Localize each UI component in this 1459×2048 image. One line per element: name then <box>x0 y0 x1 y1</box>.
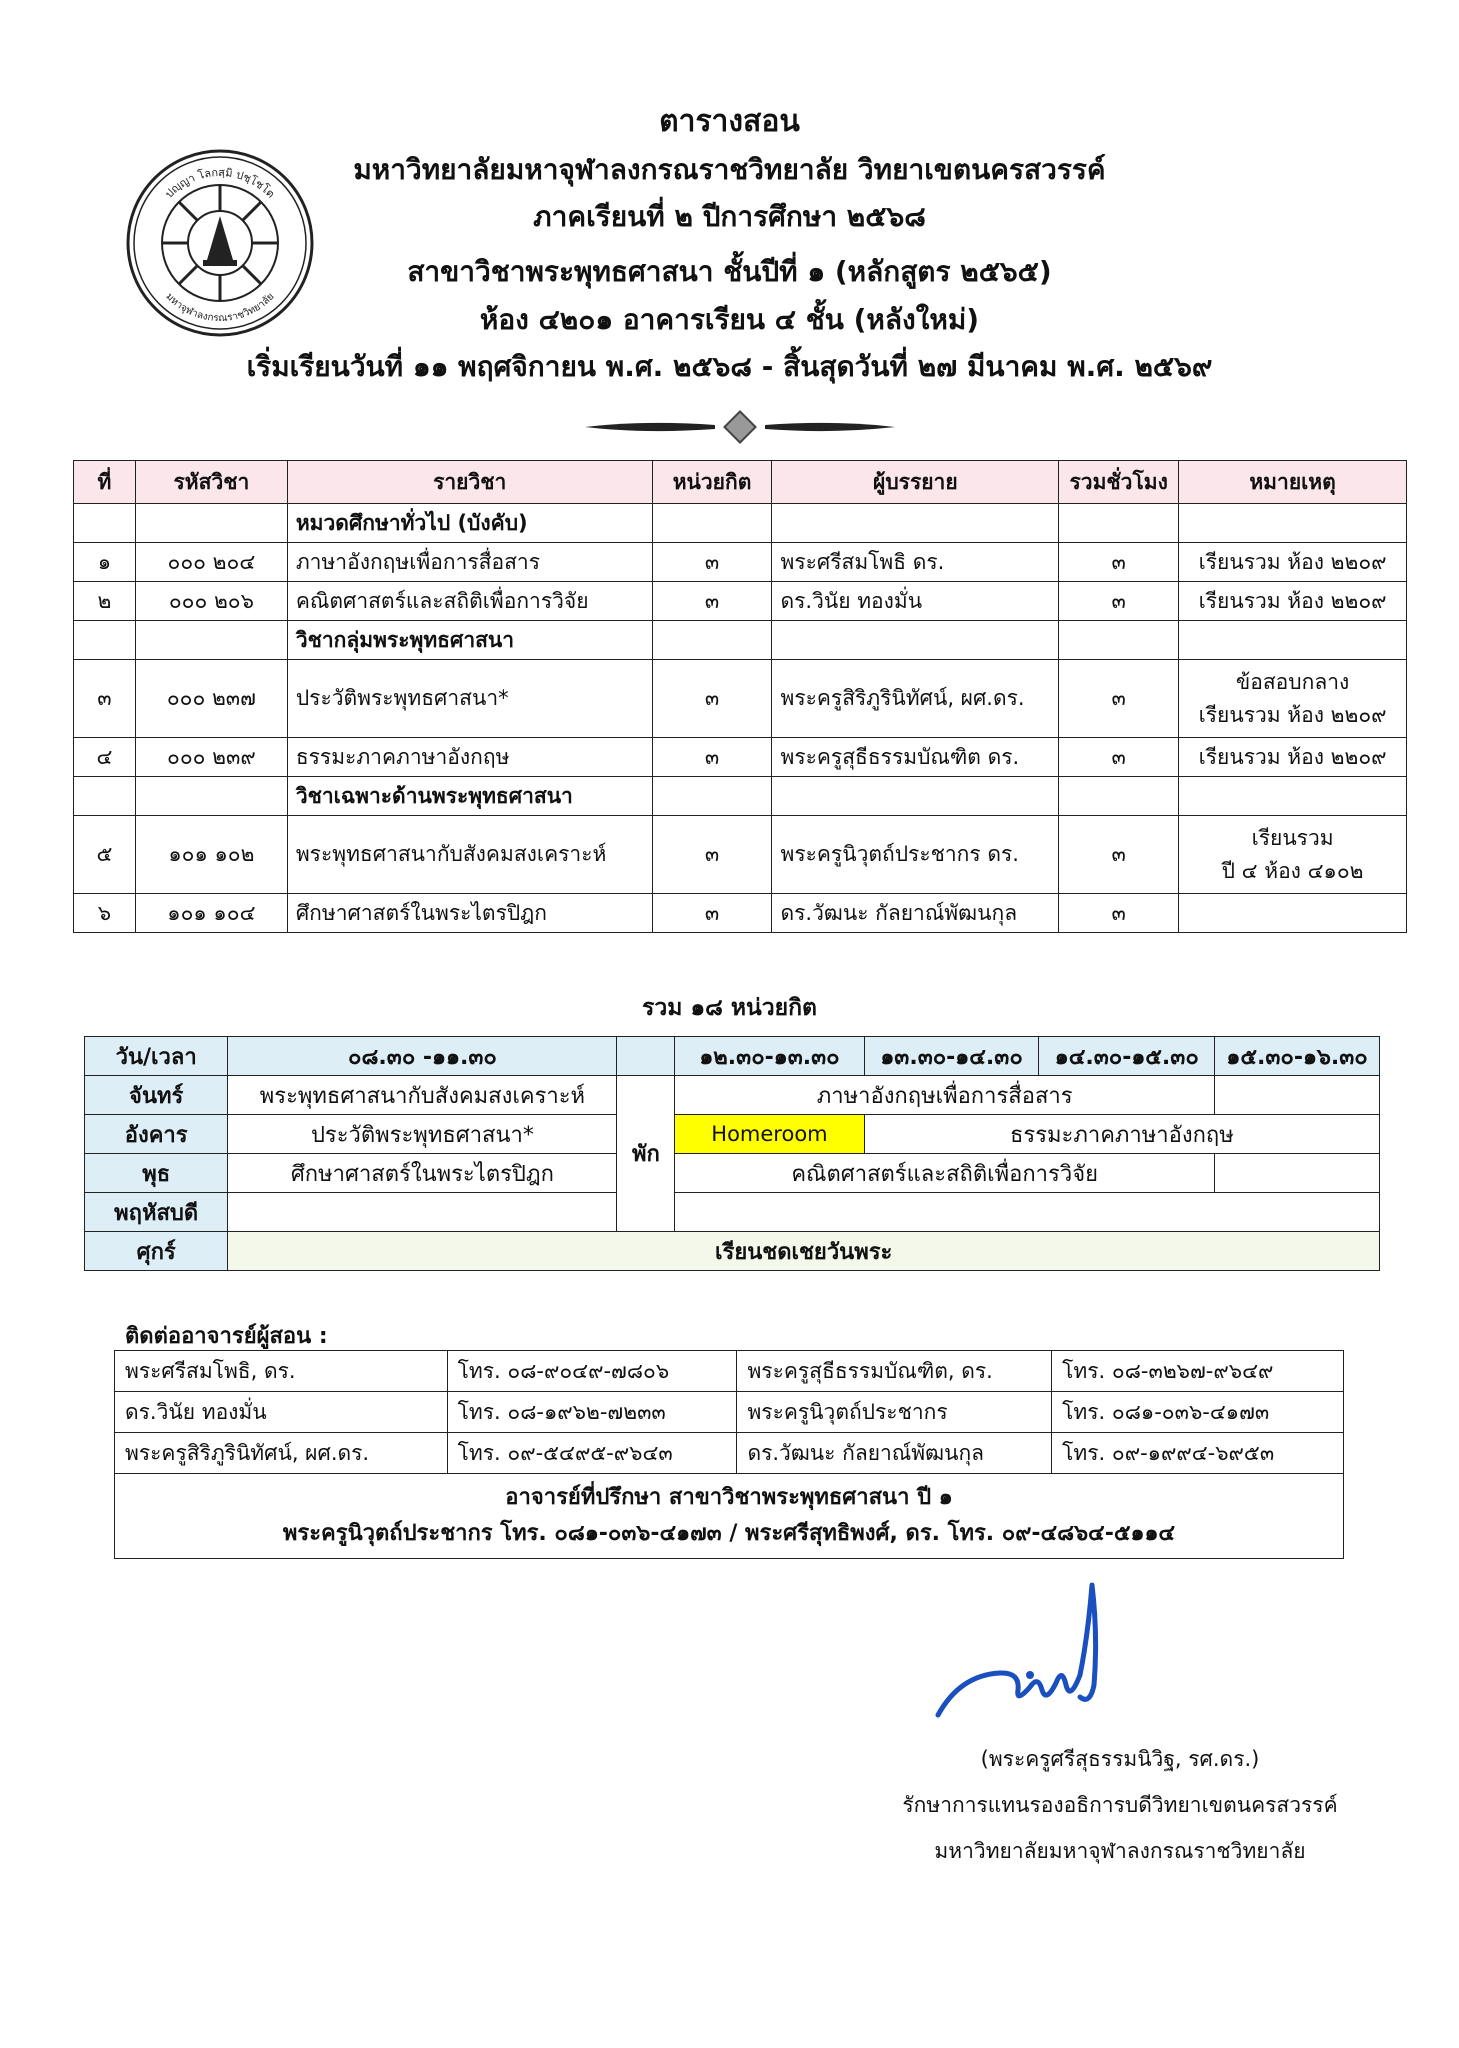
lecturer: ดร.วินัย ทองมั่น <box>772 582 1059 621</box>
note <box>1179 660 1407 738</box>
room: ห้อง ๔๒๐๑ อาคารเรียน ๔ ชั้น (หลังใหม่) <box>479 303 980 336</box>
contact-name: พระครูสิริภูรินิทัศน์, ผศ.ดร. <box>115 1433 448 1474</box>
homeroom-badge: Homeroom <box>675 1115 864 1154</box>
signature-mark <box>930 1575 1150 1725</box>
group-label: หมวดศึกษาทั่วไป (บังคับ) <box>287 504 652 543</box>
university-name: มหาวิทยาลัยมหาจุฬาลงกรณราชวิทยาลัย วิทยาเขตนครสวรรค์ <box>353 153 1106 186</box>
lecturer: พระครูสิริภูรินิทัศน์, ผศ.ดร. <box>772 660 1059 738</box>
empty-cell <box>675 1193 1380 1232</box>
col-header: หน่วยกิต <box>652 461 772 504</box>
col-header: หมายเหตุ <box>1179 461 1407 504</box>
course-name: ประวัติพระพุทธศาสนา* <box>287 660 652 738</box>
schedule-row-monday <box>85 1076 1380 1115</box>
hours: ๓ <box>1059 816 1179 894</box>
semester: ภาคเรียนที่ ๒ ปีการศึกษา ๒๕๖๘ <box>533 200 926 233</box>
col-header: รายวิชา <box>287 461 652 504</box>
course-name: ธรรมะภาคภาษาอังกฤษ <box>287 738 652 777</box>
hours: ๓ <box>1059 660 1179 738</box>
contact-phone: โทร. ๐๘-๑๙๖๒-๗๒๓๓ <box>447 1392 737 1433</box>
time-slot: ๑๒.๓๐-๑๓.๓๐ <box>675 1037 864 1076</box>
group-row <box>74 504 1407 543</box>
note-line: ข้อสอบกลาง <box>1235 669 1350 694</box>
divider-ornament-icon <box>585 410 895 444</box>
credit: ๓ <box>652 816 772 894</box>
col-header: ผู้บรรยาย <box>772 461 1059 504</box>
advisor-cell <box>115 1474 1344 1559</box>
day-label: พุธ <box>85 1154 228 1193</box>
contact-row <box>115 1351 1344 1392</box>
credit: ๓ <box>652 543 772 582</box>
note-line: เรียนรวม ห้อง ๒๒๐๙ <box>1198 702 1387 727</box>
group-label: วิชาเฉพาะด้านพระพุทธศาสนา <box>287 777 652 816</box>
course-header-row <box>74 461 1407 504</box>
class-cell: พระพุทธศาสนากับสังคมสงเคราะห์ <box>228 1076 617 1115</box>
time-slot: ๑๕.๓๐-๑๖.๓๐ <box>1215 1037 1380 1076</box>
day-label: อังคาร <box>85 1115 228 1154</box>
credit: ๓ <box>652 894 772 933</box>
schedule-row-tuesday <box>85 1115 1380 1154</box>
note-line: เรียนรวม <box>1251 825 1334 850</box>
signatory-org: มหาวิทยาลัยมหาจุฬาลงกรณราชวิทยาลัย <box>934 1839 1306 1863</box>
lecturer: พระครูสุธีธรรมบัณฑิต ดร. <box>772 738 1059 777</box>
contact-name: พระศรีสมโพธิ, ดร. <box>115 1351 448 1392</box>
table-row <box>74 543 1407 582</box>
contact-name: พระครูสุธีธรรมบัณฑิต, ดร. <box>737 1351 1052 1392</box>
table-row <box>74 894 1407 933</box>
class-cell: ภาษาอังกฤษเพื่อการสื่อสาร <box>675 1076 1215 1115</box>
weekly-schedule <box>84 1036 1380 1271</box>
class-cell: คณิตศาสตร์และสถิติเพื่อการวิจัย <box>675 1154 1215 1193</box>
row-no: ๕ <box>74 816 136 894</box>
lecturer: พระศรีสมโพธิ ดร. <box>772 543 1059 582</box>
doc-title: ตารางสอน <box>659 104 800 139</box>
contact-phone: โทร. ๐๘-๙๐๔๙-๗๘๐๖ <box>447 1351 737 1392</box>
seal-name: มหาจุฬาลงกรณราชวิทยาลัย <box>163 291 277 325</box>
signatory-name: (พระครูศรีสุธรรมนิวิฐ, รศ.ดร.) <box>980 1747 1260 1771</box>
day-label: จันทร์ <box>85 1076 228 1115</box>
course-code: ๐๐๐ ๒๐๖ <box>135 582 287 621</box>
break-header <box>617 1037 675 1076</box>
contact-phone: โทร. ๐๙-๑๙๙๔-๖๙๕๓ <box>1052 1433 1344 1474</box>
row-no: ๓ <box>74 660 136 738</box>
note-line: ปี ๔ ห้อง ๔๑๐๒ <box>1221 858 1364 883</box>
hours: ๓ <box>1059 894 1179 933</box>
table-row <box>74 582 1407 621</box>
row-no: ๖ <box>74 894 136 933</box>
course-code: ๐๐๐ ๒๓๙ <box>135 738 287 777</box>
empty-cell <box>1215 1154 1380 1193</box>
note <box>1179 894 1407 933</box>
credit: ๓ <box>652 738 772 777</box>
advisor-contacts: พระครูนิวุตถ์ประชากร โทร. ๐๘๑-๐๓๖-๔๑๗๓ / พระศรีสุทธิพงศ์, ดร. โทร. ๐๙-๔๘๖๔-๕๑๑๔ <box>282 1521 1176 1546</box>
contacts-title: ติดต่ออาจารย์ผู้สอน : <box>125 1324 328 1349</box>
hours: ๓ <box>1059 738 1179 777</box>
table-row <box>74 816 1407 894</box>
lecturer: ดร.วัฒนะ กัลยาณ์พัฒนกุล <box>772 894 1059 933</box>
table-row <box>74 738 1407 777</box>
time-slot: ๑๓.๓๐-๑๔.๓๐ <box>864 1037 1039 1076</box>
contact-row <box>115 1433 1344 1474</box>
day-label: ศุกร์ <box>85 1232 228 1271</box>
course-name: คณิตศาสตร์และสถิติเพื่อการวิจัย <box>287 582 652 621</box>
course-code: ๑๐๑ ๑๐๔ <box>135 894 287 933</box>
contact-phone: โทร. ๐๘-๓๒๖๗-๙๖๔๙ <box>1052 1351 1344 1392</box>
contact-row <box>115 1392 1344 1433</box>
contact-phone: โทร. ๐๙-๕๔๙๕-๙๖๔๓ <box>447 1433 737 1474</box>
course-name: พระพุทธศาสนากับสังคมสงเคราะห์ <box>287 816 652 894</box>
group-row <box>74 777 1407 816</box>
hours: ๓ <box>1059 543 1179 582</box>
col-header: รหัสวิชา <box>135 461 287 504</box>
course-table <box>73 460 1407 933</box>
time-slot: ๑๔.๓๐-๑๕.๓๐ <box>1039 1037 1215 1076</box>
signatory-position: รักษาการแทนรองอธิการบดีวิทยาเขตนครสวรรค์ <box>902 1793 1338 1817</box>
advisor-title: อาจารย์ที่ปรึกษา สาขาวิชาพระพุทธศาสนา ปี ๑ <box>505 1485 953 1510</box>
schedule-row-wednesday <box>85 1154 1380 1193</box>
hours: ๓ <box>1059 582 1179 621</box>
class-cell: เรียนชดเชยวันพระ <box>228 1232 1380 1271</box>
course-code: ๐๐๐ ๒๐๔ <box>135 543 287 582</box>
empty-cell <box>1215 1076 1380 1115</box>
empty-cell <box>228 1193 617 1232</box>
row-no: ๒ <box>74 582 136 621</box>
seal-motto: ปญฺญา โลกสฺมิ ปชฺโชโต <box>162 165 278 201</box>
course-name: ภาษาอังกฤษเพื่อการสื่อสาร <box>287 543 652 582</box>
schedule-row-thursday <box>85 1193 1380 1232</box>
group-row <box>74 621 1407 660</box>
course-name: ศึกษาศาสตร์ในพระไตรปิฎก <box>287 894 652 933</box>
note <box>1179 816 1407 894</box>
row-no: ๑ <box>74 543 136 582</box>
contacts-table <box>114 1350 1344 1559</box>
schedule-header-row <box>85 1037 1380 1076</box>
lecturer: พระครูนิวุตถ์ประชากร ดร. <box>772 816 1059 894</box>
class-cell: ศึกษาศาสตร์ในพระไตรปิฎก <box>228 1154 617 1193</box>
advisor-row <box>115 1474 1344 1559</box>
contact-phone: โทร. ๐๘๑-๐๓๖-๔๑๗๓ <box>1052 1392 1344 1433</box>
note: เรียนรวม ห้อง ๒๒๐๙ <box>1179 738 1407 777</box>
course-code: ๐๐๐ ๒๓๗ <box>135 660 287 738</box>
study-dates: เริ่มเรียนวันที่ ๑๑ พฤศจิกายน พ.ศ. ๒๕๖๘ - สิ้นสุดวันที่ ๒๗ มีนาคม พ.ศ. ๒๕๖๙ <box>246 350 1213 383</box>
credit: ๓ <box>652 660 772 738</box>
class-cell: ประวัติพระพุทธศาสนา* <box>228 1115 617 1154</box>
corner-label: วัน/เวลา <box>85 1037 228 1076</box>
table-row <box>74 660 1407 738</box>
time-slot: ๐๘.๓๐ -๑๑.๓๐ <box>228 1037 617 1076</box>
university-seal-icon <box>125 148 315 338</box>
program: สาขาวิชาพระพุทธศาสนา ชั้นปีที่ ๑ (หลักสูตร ๒๕๖๕) <box>407 255 1052 288</box>
group-label: วิชากลุ่มพระพุทธศาสนา <box>287 621 652 660</box>
note: เรียนรวม ห้อง ๒๒๐๙ <box>1179 543 1407 582</box>
total-credits: รวม ๑๘ หน่วยกิต <box>642 995 817 1021</box>
course-code: ๑๐๑ ๑๐๒ <box>135 816 287 894</box>
credit: ๓ <box>652 582 772 621</box>
contact-name: พระครูนิวุตถ์ประชากร <box>737 1392 1052 1433</box>
row-no: ๔ <box>74 738 136 777</box>
schedule-row-friday <box>85 1232 1380 1271</box>
contact-name: ดร.วินัย ทองมั่น <box>115 1392 448 1433</box>
col-header: รวมชั่วโมง <box>1059 461 1179 504</box>
col-header: ที่ <box>74 461 136 504</box>
note: เรียนรวม ห้อง ๒๒๐๙ <box>1179 582 1407 621</box>
contact-name: ดร.วัฒนะ กัลยาณ์พัฒนกุล <box>737 1433 1052 1474</box>
break-cell: พัก <box>617 1076 675 1232</box>
class-cell: ธรรมะภาคภาษาอังกฤษ <box>864 1115 1379 1154</box>
day-label: พฤหัสบดี <box>85 1193 228 1232</box>
